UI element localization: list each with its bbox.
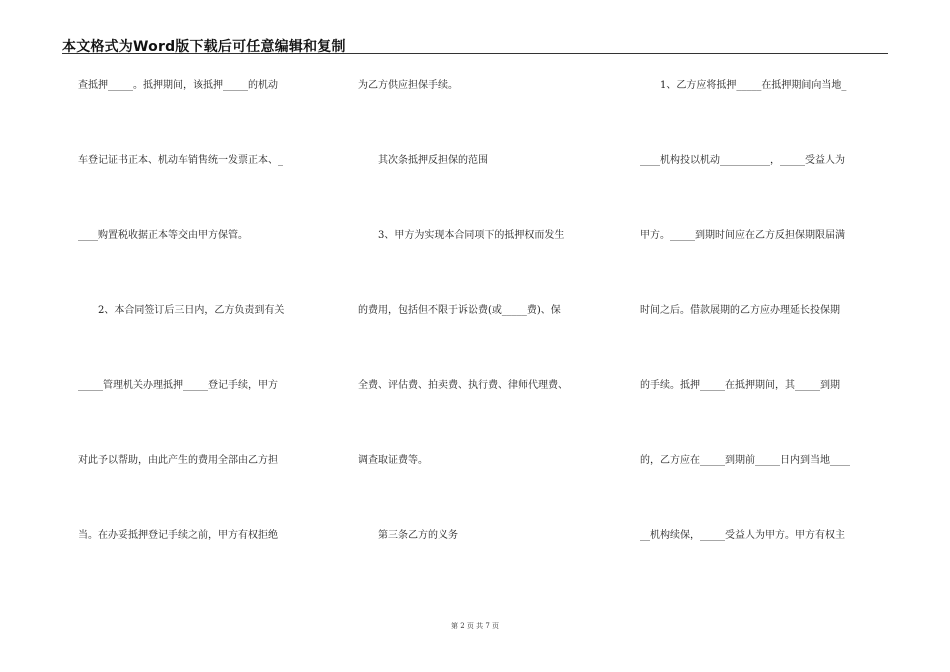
text-line: 查抵押_____。抵押期间，该抵押_____的机动 — [78, 80, 278, 91]
text-line: 甲方。_____到期时间应在乙方反担保期限届满 — [640, 230, 845, 241]
text-line: 的费用，包括但不限于诉讼费(或_____费)、保 — [358, 305, 561, 316]
text-line: 全费、评估费、拍卖费、执行费、律师代理费、 — [358, 380, 568, 391]
text-line: 1、乙方应将抵押_____在抵押期间向当地_ — [640, 80, 847, 91]
text-line: ____购置税收据正本等交由甲方保管。 — [78, 230, 248, 241]
text-line: __机构续保，_____受益人为甲方。甲方有权主 — [640, 530, 845, 541]
section-heading: 第三条乙方的义务 — [358, 530, 458, 541]
text-line: 车登记证书正本、机动车销售统一发票正本、_ — [78, 155, 283, 166]
header-title: 本文格式为Word版下载后可任意编辑和复制 — [62, 39, 346, 55]
text-column-2 — [358, 0, 608, 672]
text-line: 2、本合同签订后三日内，乙方负责到有关 — [78, 305, 285, 316]
text-line: 为乙方供应担保手续。 — [358, 80, 458, 91]
text-line: 的手续。抵押_____在抵押期间，其_____到期 — [640, 380, 840, 391]
text-line: 调查取证费等。 — [358, 455, 428, 466]
text-line: 当。在办妥抵押登记手续之前，甲方有权拒绝 — [78, 530, 278, 541]
text-line: ____机构投以机动__________，_____受益人为 — [640, 155, 845, 166]
text-line: 3、甲方为实现本合同项下的抵押权而发生 — [358, 230, 565, 241]
text-line: _____管理机关办理抵押_____登记手续，甲方 — [78, 380, 278, 391]
page-number: 第 2 页 共 7 页 — [450, 622, 500, 630]
text-line: 的，乙方应在_____到期前_____日内到当地____ — [640, 455, 850, 466]
text-column-3 — [640, 0, 890, 672]
text-column-1 — [78, 0, 328, 672]
text-line: 对此予以帮助，由此产生的费用全部由乙方担 — [78, 455, 278, 466]
text-line: 时间之后。借款展期的乙方应办理延长投保期 — [640, 305, 840, 316]
section-heading: 其次条抵押反担保的范围 — [358, 155, 488, 166]
